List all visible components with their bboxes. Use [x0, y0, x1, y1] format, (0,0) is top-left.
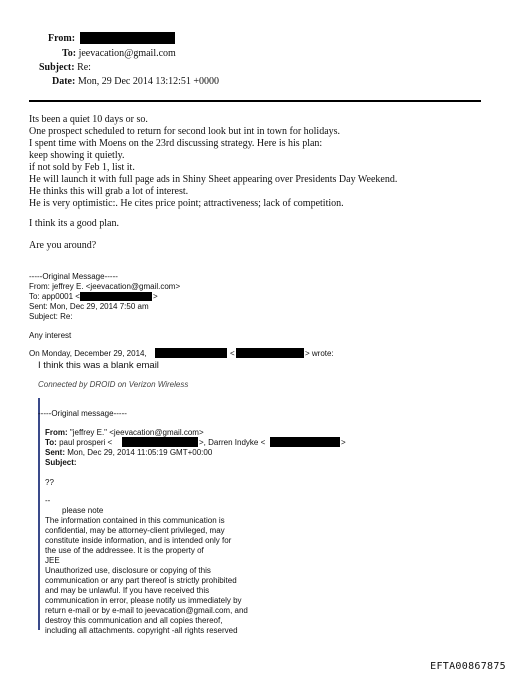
quoted-qq: ??: [45, 478, 54, 487]
disclaimer-line: Unauthorized use, disclosure or copying of this: [45, 566, 211, 575]
disclaimer-line: and may be unlawful. If you have received this: [45, 586, 210, 595]
date-label: Date:: [52, 76, 76, 87]
body-good-plan: I think its a good plan.: [29, 218, 119, 229]
disclaimer-line: confidential, may be attorney-client privileged, may: [45, 526, 225, 535]
redaction-block: [122, 437, 198, 447]
body-paragraph: [29, 114, 397, 210]
disclaimer-line: including all attachments. copyright -all rights reserved: [45, 626, 238, 635]
body-line: keep showing it quietly.: [29, 150, 125, 161]
body-around: Are you around?: [29, 240, 97, 251]
redaction-block: [270, 437, 340, 447]
disclaimer-line: communication or any part thereof is strictly prohibited: [45, 576, 237, 585]
orig1-body: Any interest: [29, 331, 72, 340]
date-row: [52, 76, 219, 87]
disclaimer-line: return e-mail or by e-mail to jeevacation@gmail.com, and: [45, 606, 248, 615]
document-id: EFTA00867875: [430, 661, 506, 672]
disclaimer-line: JEE: [45, 556, 60, 565]
body-line: He thinks this will grab a lot of interest.: [29, 186, 189, 197]
quoted-dashes: --: [45, 496, 51, 505]
to-value: jeevacation@gmail.com: [78, 48, 176, 59]
quoted-to: To: paul prosperi <: [45, 438, 113, 447]
body-line: if not sold by Feb 1, list it.: [29, 162, 135, 173]
from-label: From:: [48, 33, 76, 44]
quoted-subject: Subject:: [45, 458, 77, 467]
subject-row: [39, 62, 91, 73]
quoted-separator: -----Original message-----: [38, 409, 127, 418]
date-value: Mon, 29 Dec 2014 13:12:51 +0000: [77, 76, 220, 87]
quote-bar: [38, 398, 40, 630]
wrote-prefix: On Monday, December 29, 2014,: [29, 349, 147, 358]
quoted-blank-email: I think this was a blank email: [38, 360, 159, 371]
subject-value: Re:: [77, 62, 91, 73]
wrote-suffix: > wrote:: [305, 349, 334, 358]
redaction-block: [155, 348, 227, 358]
quoted-to-end: >: [341, 438, 346, 447]
orig1-from: From: jeffrey E. <jeevacation@gmail.com>: [29, 282, 181, 291]
original-message-separator: -----Original Message-----: [29, 272, 118, 281]
quoted-to-mid: >, Darren Indyke <: [199, 438, 266, 447]
orig1-to: To: app0001 <: [29, 292, 80, 301]
body-line: One prospect scheduled to return for second look but int in town for holidays.: [29, 126, 341, 137]
disclaimer-line: the use of the addressee. It is the property of: [45, 546, 204, 555]
to-row: [62, 48, 176, 59]
to-label: To:: [62, 48, 77, 59]
quoted-from: From: "jeffrey E." <jeevacation@gmail.com>: [45, 428, 204, 437]
orig1-subject: Subject: Re:: [29, 312, 73, 321]
orig1-to-suffix: >: [153, 292, 158, 301]
redaction-block: [80, 32, 175, 44]
orig1-sent: Sent: Mon, Dec 29, 2014 7:50 am: [29, 302, 149, 311]
quoted-droid-signature: Connected by DROID on Verizon Wireless: [38, 380, 189, 389]
disclaimer-line: communication in error, please notify us immediately by: [45, 596, 242, 605]
wrote-lt: <: [230, 349, 235, 358]
redaction-block: [236, 348, 304, 358]
body-line: He is very optimistic:. He cites price point; attractiveness; lack of competition.: [29, 198, 344, 209]
disclaimer-line: destroy this communication and all copies thereof,: [45, 616, 223, 625]
body-line: He will launch it with full page ads in Shiny Sheet appearing over Presidents Day Weekend.: [29, 174, 398, 185]
subject-label: Subject:: [39, 62, 75, 73]
quoted-please-note: please note: [62, 506, 104, 515]
disclaimer-line: The information contained in this communication is: [45, 516, 225, 525]
disclaimer-block: [45, 516, 248, 636]
disclaimer-line: constitute inside information, and is intended only for: [45, 536, 232, 545]
redaction-block: [80, 292, 152, 301]
body-line: I spent time with Moens on the 23rd discussing strategy. Here is his plan:: [29, 138, 323, 149]
header-divider: [29, 100, 481, 102]
body-line: Its been a quiet 10 days or so.: [29, 114, 148, 125]
quoted-sent: Sent: Mon, Dec 29, 2014 11:05:19 GMT+00:00: [45, 448, 213, 457]
